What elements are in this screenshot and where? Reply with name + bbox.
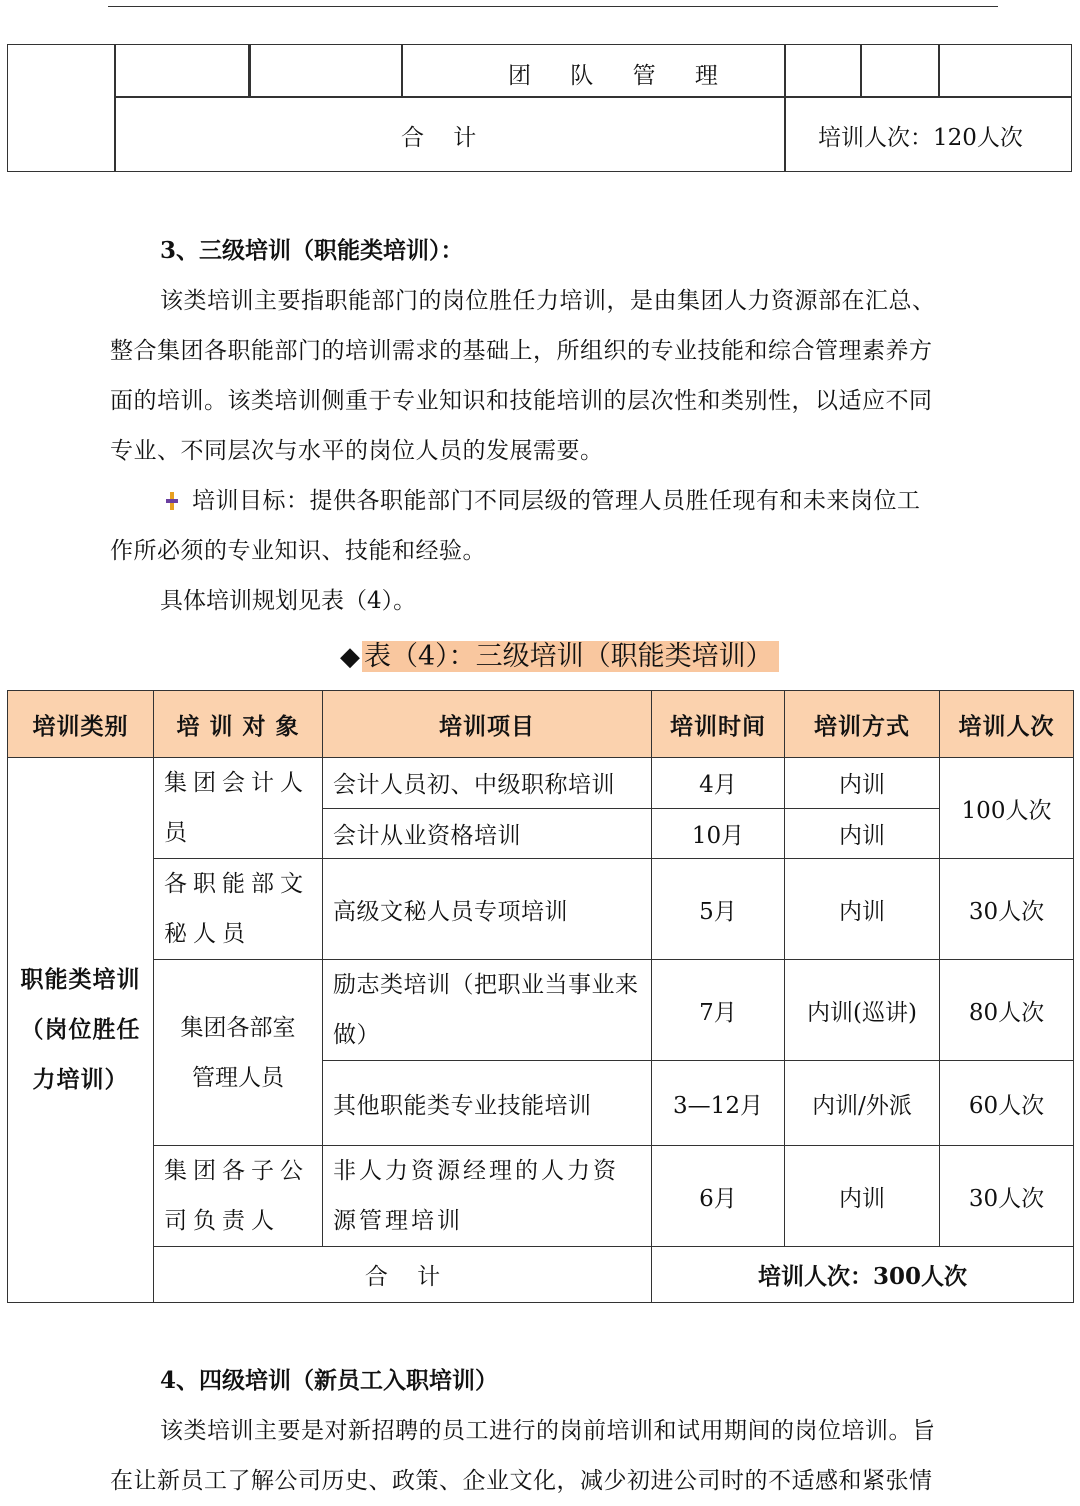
mode-cell: 内训 <box>785 758 940 809</box>
table4-title <box>340 636 779 678</box>
item-cell: 其他职能类专业技能培训 <box>323 1061 652 1146</box>
section3-paragraph-line-1: 该类培训主要指职能部门的岗位胜任力培训，是由集团人力资源部在汇总、 <box>160 288 936 314</box>
item-cell: 会计人员初、中级职称培训 <box>323 758 652 809</box>
mode-cell: 内训 <box>785 808 940 859</box>
time-cell: 7月 <box>652 960 785 1061</box>
target-cell: 集团各部室管理人员 <box>154 960 323 1146</box>
header-mode: 培训方式 <box>785 691 940 758</box>
total-value: 培训人次：300人次 <box>652 1247 1074 1303</box>
item-cell: 高级文秘人员专项培训 <box>323 859 652 960</box>
table-total-row <box>8 1247 1074 1303</box>
header-item: 培训项目 <box>323 691 652 758</box>
time-cell: 6月 <box>652 1146 785 1247</box>
section4-paragraph-line-1: 该类培训主要是对新招聘的员工进行的岗前培训和试用期间的岗位培训。旨 <box>160 1418 936 1444</box>
table-row <box>8 960 1074 1061</box>
time-cell: 5月 <box>652 859 785 960</box>
item-cell: 非人力资源经理的人力资源管理培训 <box>323 1146 652 1247</box>
mode-cell: 内训 <box>785 1146 940 1247</box>
diamond-icon: ◆ <box>340 642 360 672</box>
section3-paragraph-line-4: 专业、不同层次与水平的岗位人员的发展需要。 <box>110 438 604 464</box>
time-cell: 4月 <box>652 758 785 809</box>
section4-paragraph-line-2: 在让新员工了解公司历史、政策、企业文化，减少初进公司时的不适感和紧张情 <box>110 1468 933 1494</box>
training-goal <box>166 476 996 526</box>
mode-cell: 内训(巡讲) <box>785 960 940 1061</box>
section3-heading: 3、三级培训（职能类培训）： <box>160 237 464 264</box>
header-time: 培训时间 <box>652 691 785 758</box>
item-cell: 励志类培训（把职业当事业来做） <box>323 960 652 1061</box>
count-cell: 100人次 <box>940 758 1074 859</box>
time-cell: 3—12月 <box>652 1061 785 1146</box>
table-header-row <box>8 691 1074 758</box>
training-goal-line-2: 作所必须的专业知识、技能和经验。 <box>110 538 486 564</box>
training-goal-line-1: 培训目标：提供各职能部门不同层级的管理人员胜任现有和未来岗位工 <box>192 488 921 514</box>
header-rule <box>108 6 998 7</box>
section3-paragraph-line-3: 面的培训。该类培训侧重于专业知识和技能培训的层次性和类别性，以适应不同 <box>110 388 933 414</box>
category-cell: 职能类培训（岗位胜任力培训） <box>8 758 154 1303</box>
count-cell: 80人次 <box>940 960 1074 1061</box>
previous-total-value: 培训人次：120人次 <box>818 125 1023 151</box>
header-count: 培训人次 <box>940 691 1074 758</box>
previous-table <box>7 44 1072 172</box>
table-row <box>8 758 1074 809</box>
time-cell: 10月 <box>652 808 785 859</box>
section3-paragraph-line-2: 整合集团各职能部门的培训需求的基础上，所组织的专业技能和综合管理素养方 <box>110 338 933 364</box>
table4 <box>7 690 1074 1303</box>
target-cell: 各职能部文秘人员 <box>154 859 323 960</box>
target-cell: 集团各子公司负责人 <box>154 1146 323 1247</box>
arrow-bullet-icon <box>166 492 178 510</box>
count-cell: 60人次 <box>940 1061 1074 1146</box>
header-target: 培 训 对 象 <box>154 691 323 758</box>
team-management-label: 团 队 管 理 <box>508 63 734 89</box>
header-category: 培训类别 <box>8 691 154 758</box>
previous-total-label: 合 计 <box>401 125 477 151</box>
mode-cell: 内训 <box>785 859 940 960</box>
item-cell: 会计从业资格培训 <box>323 808 652 859</box>
count-cell: 30人次 <box>940 859 1074 960</box>
section4-heading: 4、四级培训（新员工入职培训） <box>160 1367 499 1394</box>
total-label: 合 计 <box>154 1247 652 1303</box>
target-cell: 集团会计人员 <box>154 758 323 859</box>
plan-reference: 具体培训规划见表（4）。 <box>160 588 417 614</box>
table-row <box>8 859 1074 960</box>
table-row <box>8 1146 1074 1247</box>
count-cell: 30人次 <box>940 1146 1074 1247</box>
table4-title-text: 表（4）：三级培训（职能类培训） <box>362 641 779 672</box>
mode-cell: 内训/外派 <box>785 1061 940 1146</box>
